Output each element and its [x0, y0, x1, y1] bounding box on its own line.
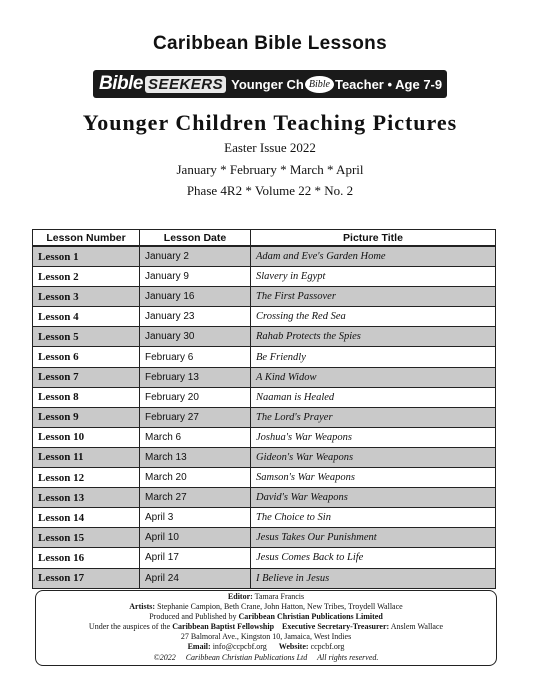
editor-label: Editor: [227, 592, 253, 601]
picture-title-cell: Jesus Comes Back to Life [251, 548, 496, 568]
table-row [33, 327, 496, 347]
banner-younger-text: Younger Ch [231, 76, 304, 92]
lesson-number-cell: Lesson 9 [33, 407, 140, 427]
table-row [33, 528, 496, 548]
lesson-number-cell: Lesson 1 [33, 246, 140, 267]
editor-line [36, 592, 496, 602]
lesson-date-cell: February 13 [140, 367, 251, 387]
lesson-date-cell: March 27 [140, 488, 251, 508]
banner-teacher-age-text: Teacher • Age 7-9 [334, 76, 443, 92]
lesson-number-cell: Lesson 3 [33, 287, 140, 307]
lesson-number-cell: Lesson 15 [33, 528, 140, 548]
table-row [33, 447, 496, 467]
org-title: Caribbean Bible Lessons [153, 33, 387, 54]
picture-title-cell: A Kind Widow [251, 367, 496, 387]
lesson-date-cell: February 27 [140, 407, 251, 427]
lesson-number-cell: Lesson 16 [33, 548, 140, 568]
page-title: Younger Children Teaching Pictures [82, 110, 458, 135]
picture-title-cell: The First Passover [251, 287, 496, 307]
table-row [33, 407, 496, 427]
table-row [33, 387, 496, 407]
address-line: 27 Balmoral Ave., Kingston 10, Jamaica, West Indies [180, 632, 352, 642]
lessons-table [32, 229, 496, 589]
exec-name: Anslem Wallace [390, 622, 444, 632]
lesson-number-cell: Lesson 10 [33, 427, 140, 447]
picture-title-cell: Samson's War Weapons [251, 468, 496, 488]
artists-names: Stephanie Campion, Beth Crane, John Hatton, New Tribes, Troydell Wallace [157, 602, 403, 612]
table-row [33, 367, 496, 387]
picture-title-cell: Gideon's War Weapons [251, 447, 496, 467]
lesson-number-cell: Lesson 8 [33, 387, 140, 407]
picture-title-cell: Adam and Eve's Garden Home [251, 246, 496, 267]
lesson-date-cell: March 6 [140, 427, 251, 447]
table-header-row [33, 230, 496, 247]
banner-seekers-text: SEEKERS [145, 76, 226, 93]
lesson-number-cell: Lesson 4 [33, 307, 140, 327]
website-label: Website: [278, 642, 309, 652]
lesson-date-cell: January 16 [140, 287, 251, 307]
picture-title-cell: I Believe in Jesus [251, 568, 496, 588]
email-label: Email: [187, 642, 211, 652]
table-row [33, 267, 496, 287]
lesson-date-cell: April 24 [140, 568, 251, 588]
picture-title-cell: Crossing the Red Sea [251, 307, 496, 327]
email-link[interactable]: info@ccpcbf.org [212, 642, 267, 652]
lesson-number-cell: Lesson 11 [33, 447, 140, 467]
phase-line: Phase 4R2 * Volume 22 * No. 2 [186, 183, 354, 198]
picture-title-cell: David's War Weapons [251, 488, 496, 508]
auspices-line [36, 622, 496, 632]
banner-bible-text: Bible [99, 73, 143, 94]
lesson-number-cell: Lesson 13 [33, 488, 140, 508]
copyright-year: ©2022 [153, 652, 176, 662]
lesson-date-cell: April 10 [140, 528, 251, 548]
lesson-number-cell: Lesson 14 [33, 508, 140, 528]
produced-text: Produced and Published by [149, 612, 237, 622]
contact-line [36, 642, 496, 652]
lesson-date-cell: January 9 [140, 267, 251, 287]
picture-title-cell: Joshua's War Weapons [251, 427, 496, 447]
copyright-line [36, 653, 496, 663]
table-row [33, 508, 496, 528]
editor-name: Tamara Francis [254, 592, 305, 601]
banner-bible-badge: Bible [305, 76, 334, 93]
bible-seekers-banner [93, 70, 447, 98]
table-row [33, 427, 496, 447]
lesson-number-cell: Lesson 6 [33, 347, 140, 367]
exec-label: Executive Secretary-Treasurer: [282, 622, 390, 632]
lesson-date-cell: February 20 [140, 387, 251, 407]
months-line: January * February * March * April [176, 162, 364, 177]
lesson-date-cell: January 2 [140, 246, 251, 267]
lesson-date-cell: February 6 [140, 347, 251, 367]
picture-title-cell: The Lord's Prayer [251, 407, 496, 427]
lesson-date-cell: January 30 [140, 327, 251, 347]
fellowship-name: Caribbean Baptist Fellowship [172, 622, 275, 632]
column-header-lesson-number: Lesson Number [33, 230, 140, 247]
copyright-org: Caribbean Christian Publications Ltd [185, 652, 308, 662]
picture-title-cell: Be Friendly [251, 347, 496, 367]
table-row [33, 488, 496, 508]
lesson-number-cell: Lesson 17 [33, 568, 140, 588]
lesson-date-cell: April 3 [140, 508, 251, 528]
lesson-number-cell: Lesson 5 [33, 327, 140, 347]
picture-title-cell: Rahab Protects the Spies [251, 327, 496, 347]
lesson-number-cell: Lesson 7 [33, 367, 140, 387]
artists-line [36, 602, 496, 612]
credits-box [35, 590, 497, 666]
website-link[interactable]: ccpcbf.org [310, 642, 345, 652]
producer-line [36, 612, 496, 622]
picture-title-cell: The Choice to Sin [251, 508, 496, 528]
picture-title-cell: Naaman is Healed [251, 387, 496, 407]
picture-title-cell: Jesus Takes Our Punishment [251, 528, 496, 548]
table-row [33, 287, 496, 307]
issue-line: Easter Issue 2022 [224, 140, 316, 155]
lesson-date-cell: March 13 [140, 447, 251, 467]
table-row [33, 548, 496, 568]
table-row [33, 468, 496, 488]
publisher-name: Caribbean Christian Publications Limited [238, 612, 383, 622]
lesson-date-cell: April 17 [140, 548, 251, 568]
lesson-date-cell: January 23 [140, 307, 251, 327]
table-row [33, 568, 496, 588]
lesson-date-cell: March 20 [140, 468, 251, 488]
table-row [33, 347, 496, 367]
lesson-number-cell: Lesson 2 [33, 267, 140, 287]
table-row [33, 307, 496, 327]
column-header-lesson-date: Lesson Date [140, 230, 251, 247]
rights-text: All rights reserved. [317, 652, 379, 662]
table-row [33, 246, 496, 267]
auspices-text: Under the auspices of the [88, 622, 171, 632]
picture-title-cell: Slavery in Egypt [251, 267, 496, 287]
lesson-number-cell: Lesson 12 [33, 468, 140, 488]
artists-label: Artists: [129, 602, 156, 612]
column-header-picture-title: Picture Title [251, 230, 496, 247]
